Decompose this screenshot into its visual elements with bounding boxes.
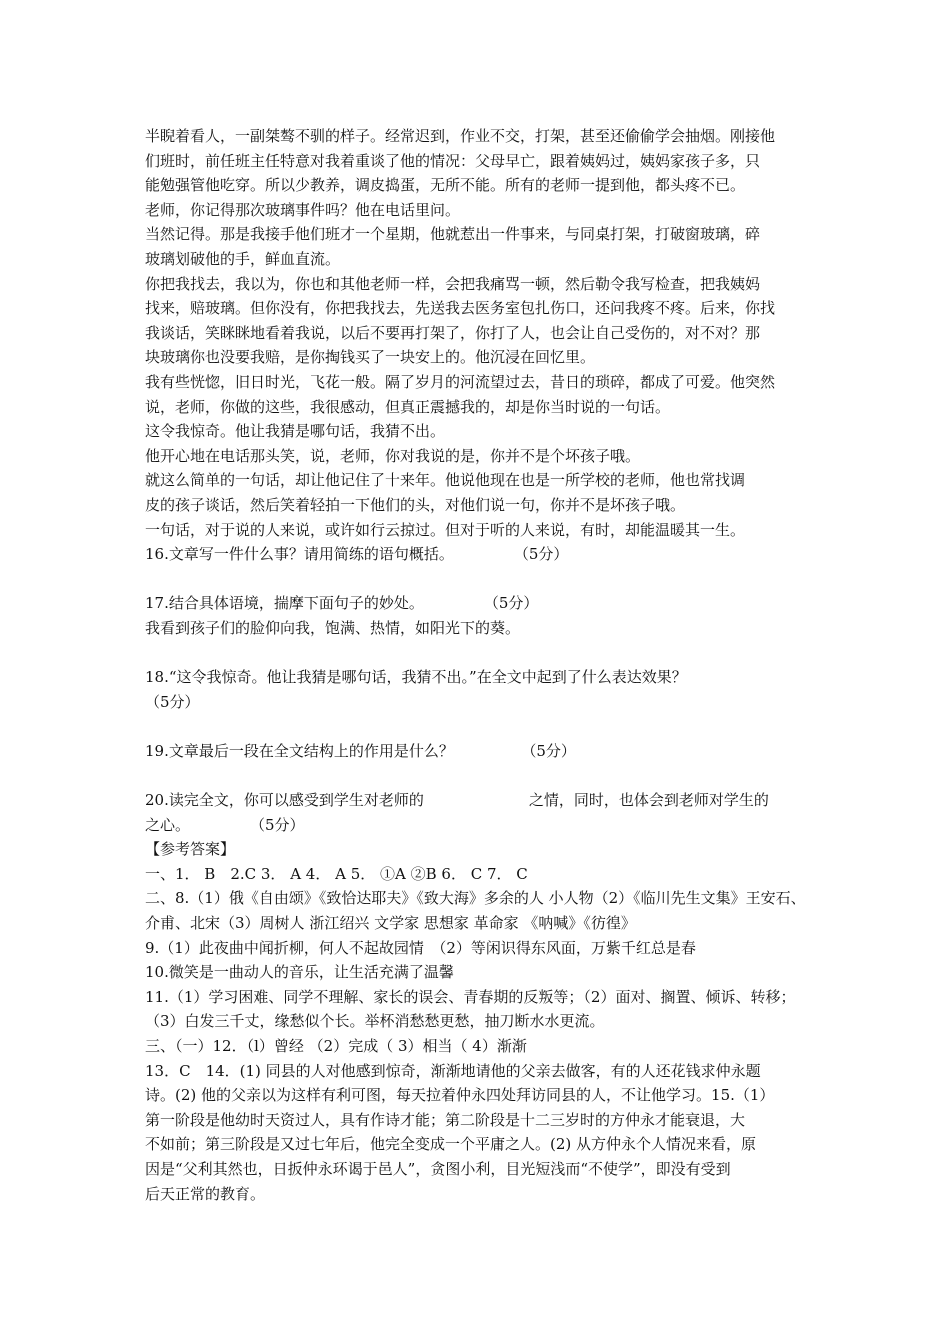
text-line: 诗。(2) 他的父亲以为这样有利可图，每天拉着仲永四处拜访同县的人，不让他学习。15.（1） [145, 1086, 775, 1105]
text-line: 11.（1）学习困难、同学不理解、家长的误会、青春期的反叛等；（2）面对、搁置、倾诉、转移； [145, 987, 796, 1006]
document-body [145, 124, 810, 1206]
text-line: 就这么简单的一句话，却让他记住了十来年。他说他现在也是一所学校的老师，他也常找调 [145, 471, 746, 490]
blank-line [145, 714, 810, 739]
text-line: 三、（一）12．（l）曾经 （2）完成（ 3）相当（ 4）渐渐 [145, 1036, 527, 1055]
text-line: 半睨着看人，一副桀骜不驯的样子。经常迟到，作业不交，打架，甚至还偷偷学会抽烟。刚接他 [145, 127, 776, 145]
blank-line [145, 763, 810, 788]
text-line: 介甫、北宋（3）周树人 浙江绍兴 文学家 思想家 革命家 《呐喊》《彷徨》 [145, 914, 636, 932]
text-line: 之心。 （5分） [145, 815, 305, 834]
text-line: 20.读完全文，你可以感受到学生对老师的 之情，同时，也体会到老师对学生的 [145, 791, 769, 810]
text-line: 老师，你记得那次玻璃事件吗？他在电话里问。 [145, 200, 461, 219]
text-line: 13．C 14．(1) 同县的人对他感到惊奇，渐渐地请他的父亲去做客，有的人还花钱求仲永题 [145, 1061, 761, 1080]
text-line: 19.文章最后一段在全文结构上的作用是什么？ （5分） [145, 741, 576, 760]
text-line: 一句话，对于说的人来说，或许如行云掠过。但对于听的人来说，有时，却能温暖其一生。 [145, 520, 746, 539]
text-line: 我看到孩子们的脸仰向我，饱满、热情，如阳光下的葵。 [145, 618, 521, 637]
text-line: 你把我找去，我以为，你也和其他老师一样，会把我痛骂一顿，然后勒令我写检查，把我姨妈 [145, 274, 761, 293]
text-line: （3）白发三千丈，缘愁似个长。举杯消愁愁更愁，抽刀断水水更流。 [145, 1012, 605, 1031]
blank-line [145, 640, 810, 665]
text-line: 10.微笑是一曲动人的音乐，让生活充满了温馨 [145, 963, 454, 982]
text-line: 玻璃划破他的手，鲜血直流。 [145, 249, 341, 268]
text-line: 不如前；第三阶段是又过七年后，他完全变成一个平庸之人。(2) 从方仲永个人情况来看，原 [145, 1135, 757, 1154]
text-line: 当然记得。那是我接手他们班才一个星期，他就惹出一件事来，与同桌打架，打破窗玻璃，碎 [145, 225, 761, 244]
text-line: 我有些恍惚，旧日时光，飞花一般。隔了岁月的河流望过去，昔日的琐碎，都成了可爱。他突然 [145, 372, 776, 391]
text-line: 16.文章写一件什么事？请用简练的语句概括。 （5分） [145, 545, 569, 564]
text-line: 一、1． B 2.C 3． A 4． A 5． ①A ②B 6． C 7． C [145, 864, 528, 883]
text-line: 这令我惊奇。他让我猜是哪句话，我猜不出。 [145, 422, 446, 441]
text-line: 因是“父利其然也，日扳仲永环谒于邑人”，贪图小利，目光短浅而“不使学”，即没有受到 [145, 1159, 731, 1178]
text-line: 皮的孩子谈话，然后笑着轻拍一下他们的头，对他们说一句，你并不是坏孩子哦。 [145, 495, 686, 514]
text-line: 们班时，前任班主任特意对我着重谈了他的情况：父母早亡，跟着姨妈过，姨妈家孩子多，只 [145, 151, 761, 170]
text-line: 后天正常的教育。 [145, 1184, 266, 1203]
text-line: 9.（1）此夜曲中闻折柳，何人不起故园情 （2）等闲识得东风面，万紫千红总是春 [145, 938, 696, 957]
text-line: 我谈话，笑眯眯地看着我说，以后不要再打架了，你打了人，也会让自己受伤的，对不对？那 [145, 323, 761, 342]
text-line: 17.结合具体语境，揣摩下面句子的妙处。 （5分） [145, 594, 539, 613]
text-line: 说，老师，你做的这些，我很感动，但真正震撼我的，却是你当时说的一句话。 [145, 397, 671, 416]
text-line: （5分） [145, 692, 200, 711]
text-line: 【参考答案】 [145, 840, 236, 859]
blank-line [145, 567, 810, 592]
text-line: 能勉强管他吃穿。所以少教养，调皮捣蛋，无所不能。所有的老师一提到他，都头疼不已。 [145, 176, 746, 195]
text-line: 他开心地在电话那头笑，说，老师，你对我说的是，你并不是个坏孩子哦。 [145, 446, 641, 465]
text-line: 18.“这令我惊奇。他让我猜是哪句话，我猜不出。”在全文中起到了什么表达效果？ [145, 668, 687, 687]
text-line: 二、8.（1）俄《自由颂》《致恰达耶夫》《致大海》多余的人 小人物（2）《临川先生文集》王安石、 [145, 889, 806, 908]
text-line: 找来，赔玻璃。但你没有，你把我找去，先送我去医务室包扎伤口，还问我疼不疼。后来，你找 [145, 299, 776, 318]
text-line: 第一阶段是他幼时天资过人，具有作诗才能；第二阶段是十二三岁时的方仲永才能衰退，大 [145, 1110, 746, 1129]
text-line: 块玻璃你也没要我赔，是你掏钱买了一块安上的。他沉浸在回忆里。 [145, 348, 596, 367]
